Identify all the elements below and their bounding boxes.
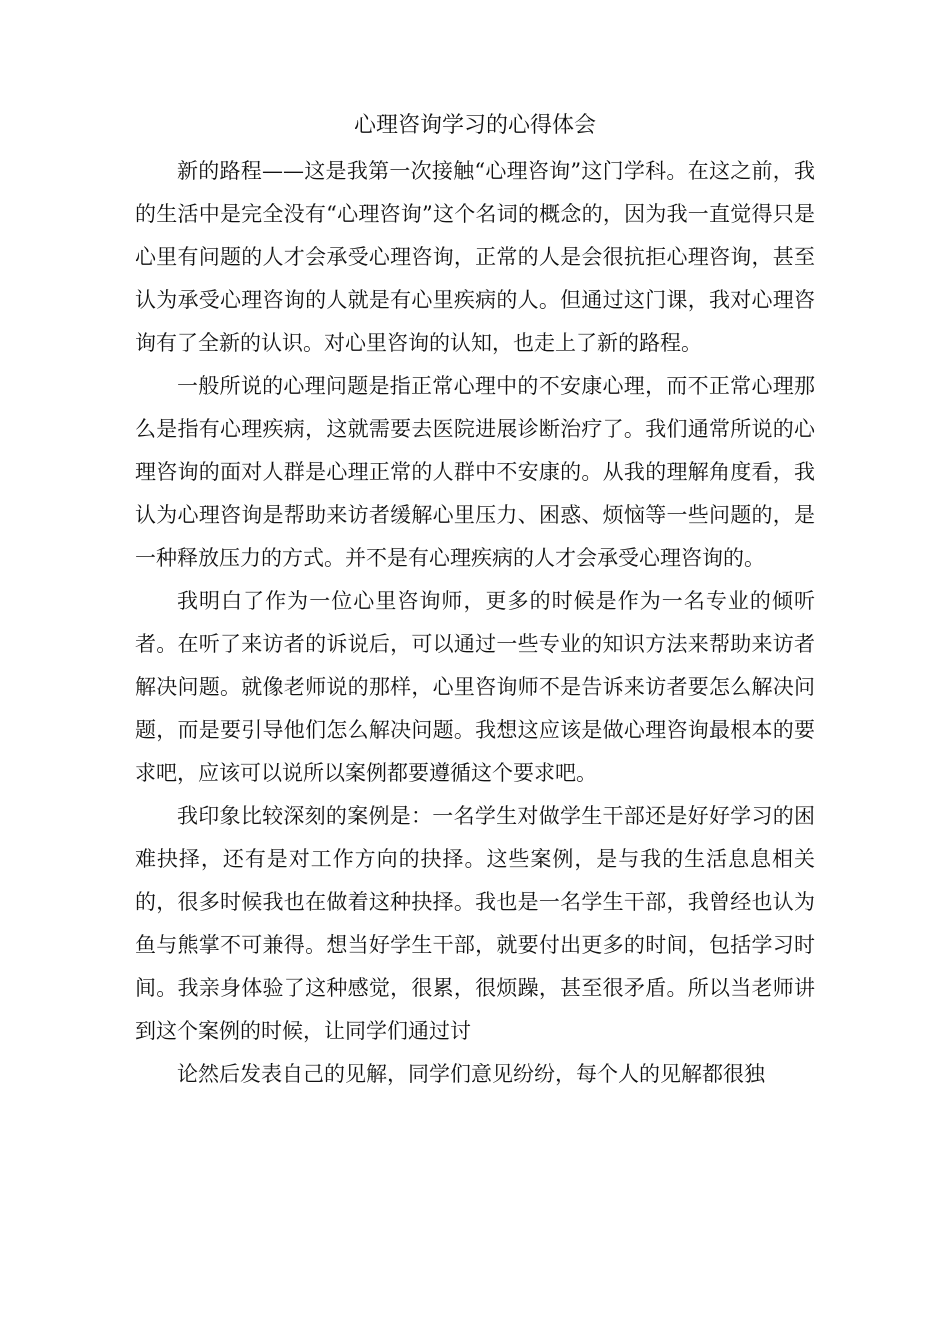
- paragraph-5: 论然后发表自己的见解，同学们意见纷纷，每个人的见解都很独: [177, 1062, 765, 1086]
- document-body: [135, 150, 815, 1096]
- paragraph-2: 一般所说的心理问题是指正常心理中的不安康心理，而不正常心理那么是指有心理疾病，这就需要去医院进展诊断治疗了。我们通常所说的心理咨询的面对人群是心理正常的人群中不安康的。从我的理解角度看，我认为心理咨询是帮助来访者缓解心里压力、困惑、烦恼等一些问题的，是一种释放压力的方式。并不是有心理疾病的人才会承受心理咨询的。: [135, 374, 815, 570]
- document-title: 心理咨询学习的心得体会: [353, 113, 596, 138]
- paragraph-1: 新的路程——这是我第一次接触“心理咨询”这门学科。在这之前，我的生活中是完全没有“心理咨询”这个名词的概念的，因为我一直觉得只是心里有问题的人才会承受心理咨询，正常的人是会很抗拒心理咨询，甚至认为承受心理咨询的人就是有心里疾病的人。但通过这门课，我对心理咨询有了全新的认识。对心里咨询的认知，也走上了新的路程。: [135, 159, 815, 355]
- paragraph-4: 我印象比较深刻的案例是：一名学生对做学生干部还是好好学习的困难抉择，还有是对工作方向的抉择。这些案例，是与我的生活息息相关的，很多时候我也在做着这种抉择。我也是一名学生干部，我曾经也认为鱼与熊掌不可兼得。想当好学生干部，就要付出更多的时间，包括学习时间。我亲身体验了这种感觉，很累，很烦躁，甚至很矛盾。所以当老师讲到这个案例的时候，让同学们通过讨: [135, 804, 815, 1043]
- paragraph-3: 我明白了作为一位心里咨询师，更多的时候是作为一名专业的倾听者。在听了来访者的诉说后，可以通过一些专业的知识方法来帮助来访者解决问题。就像老师说的那样，心里咨询师不是告诉来访者要怎么解决问题，而是要引导他们怎么解决问题。我想这应该是做心理咨询最根本的要求吧，应该可以说所以案例都要遵循这个要求吧。: [135, 589, 815, 785]
